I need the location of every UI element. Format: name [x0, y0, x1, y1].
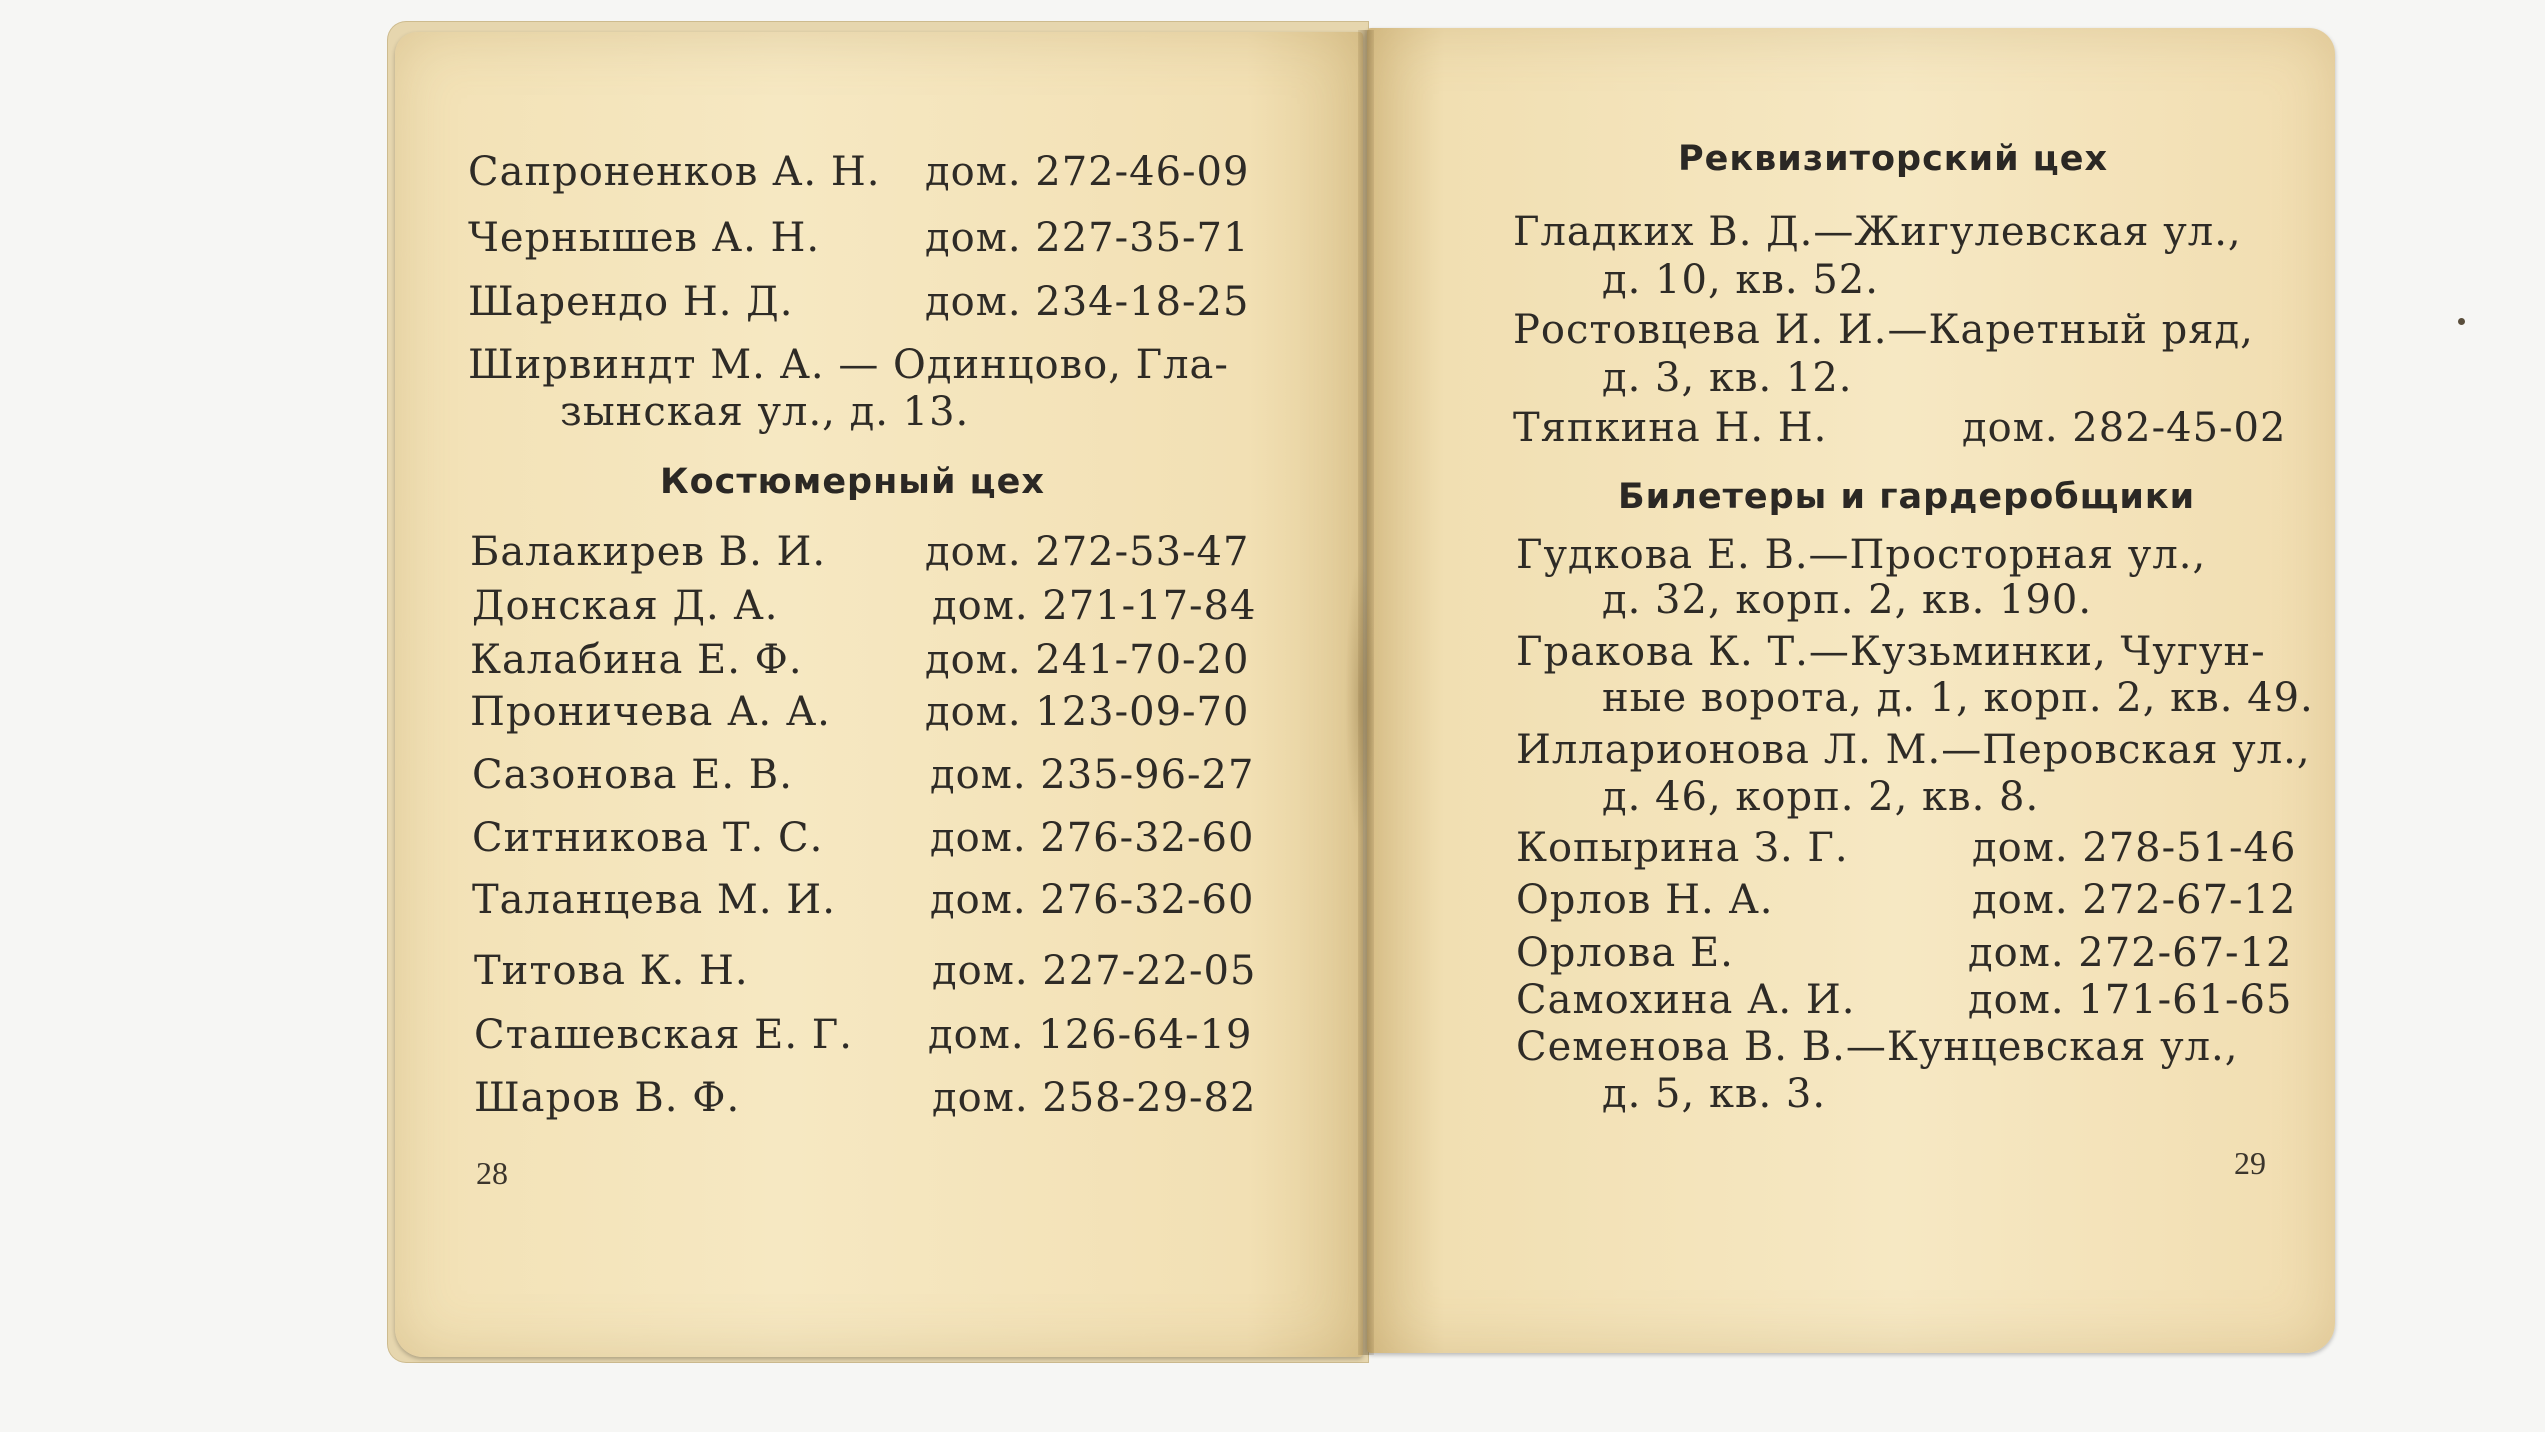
entry-name: Тяпкина Н. Н. [1513, 405, 1828, 451]
entry-name: Балакирев В. И. [470, 529, 827, 575]
entry-name: Таланцева М. И. [472, 877, 836, 923]
page-crease [1345, 560, 1375, 840]
page-number: 29 [2234, 1145, 2266, 1181]
entry-address-line: Гудкова Е. В.—Просторная ул., [1516, 532, 2207, 578]
entry-phone: дом. 272-67-12 [1968, 930, 2293, 976]
entry-name: Сазонова Е. В. [472, 752, 793, 798]
entry-address-line: ные ворота, д. 1, корп. 2, кв. 49. [1602, 675, 2314, 721]
entry-phone: дом. 272-46-09 [925, 149, 1250, 195]
entry-address-line: д. 10, кв. 52. [1602, 257, 1879, 303]
section-heading-costume: Костюмерный цех [660, 462, 1045, 502]
entry-name: Самохина А. И. [1516, 977, 1856, 1023]
entry-phone: дом. 227-22-05 [932, 948, 1257, 994]
entry-name: Шарендо Н. Д. [468, 279, 794, 325]
entry-phone: дом. 276-32-60 [930, 877, 1255, 923]
entry-phone: дом. 126-64-19 [928, 1012, 1253, 1058]
dust-speck [2458, 318, 2465, 325]
section-heading-props: Реквизиторский цех [1678, 139, 2109, 179]
entry-phone: дом. 276-32-60 [930, 815, 1255, 861]
entry-address-line: Гракова К. Т.—Кузьминки, Чугун- [1516, 629, 2266, 675]
entry-address-line: д. 5, кв. 3. [1602, 1071, 1827, 1117]
entry-name: Чернышев А. Н. [468, 215, 821, 261]
entry-name: Калабина Е. Ф. [470, 637, 803, 683]
entry-name: Ситникова Т. С. [472, 815, 824, 861]
entry-address-line: д. 46, корп. 2, кв. 8. [1602, 774, 2040, 820]
entry-name: Шаров В. Ф. [474, 1075, 741, 1121]
entry-phone: дом. 272-53-47 [925, 529, 1250, 575]
entry-phone: дом. 235-96-27 [930, 752, 1255, 798]
entry-phone: дом. 123-09-70 [925, 689, 1250, 735]
page-number: 28 [476, 1155, 508, 1191]
entry-phone: дом. 271-17-84 [932, 583, 1257, 629]
entry-phone: дом. 227-35-71 [925, 215, 1250, 261]
entry-address-line: д. 3, кв. 12. [1602, 355, 1853, 401]
entry-name: Орлов Н. А. [1516, 877, 1774, 923]
section-heading-ushers: Билетеры и гардеробщики [1618, 477, 2196, 517]
entry-address-line: Илларионова Л. М.—Перовская ул., [1516, 727, 2311, 773]
entry-name: Титова К. Н. [474, 948, 749, 994]
entry-name: Сапроненков А. Н. [468, 149, 881, 195]
entry-phone: дом. 272-67-12 [1972, 877, 2297, 923]
entry-address-line: Ростовцева И. И.—Каретный ряд, [1513, 307, 2254, 353]
entry-name: Сташевская Е. Г. [474, 1012, 853, 1058]
entry-name: Проничева А. А. [470, 689, 831, 735]
entry-phone: дом. 278-51-46 [1972, 825, 2297, 871]
entry-address-line: Гладких В. Д.—Жигулевская ул., [1513, 209, 2242, 255]
entry-phone: дом. 282-45-02 [1962, 405, 2287, 451]
entry-phone: дом. 234-18-25 [925, 279, 1250, 325]
entry-address-line: д. 32, корп. 2, кв. 190. [1602, 577, 2093, 623]
entry-name: Донская Д. А. [472, 583, 779, 629]
entry-address-line: зынская ул., д. 13. [560, 389, 970, 435]
entry-name: Копырина З. Г. [1516, 825, 1849, 871]
entry-address-line: Ширвиндт М. А. — Одинцово, Гла- [468, 342, 1229, 388]
entry-address-line: Семенова В. В.—Кунцевская ул., [1516, 1024, 2239, 1070]
entry-phone: дом. 258-29-82 [932, 1075, 1257, 1121]
entry-phone: дом. 171-61-65 [1968, 977, 2293, 1023]
entry-phone: дом. 241-70-20 [925, 637, 1250, 683]
entry-name: Орлова Е. [1516, 930, 1734, 976]
